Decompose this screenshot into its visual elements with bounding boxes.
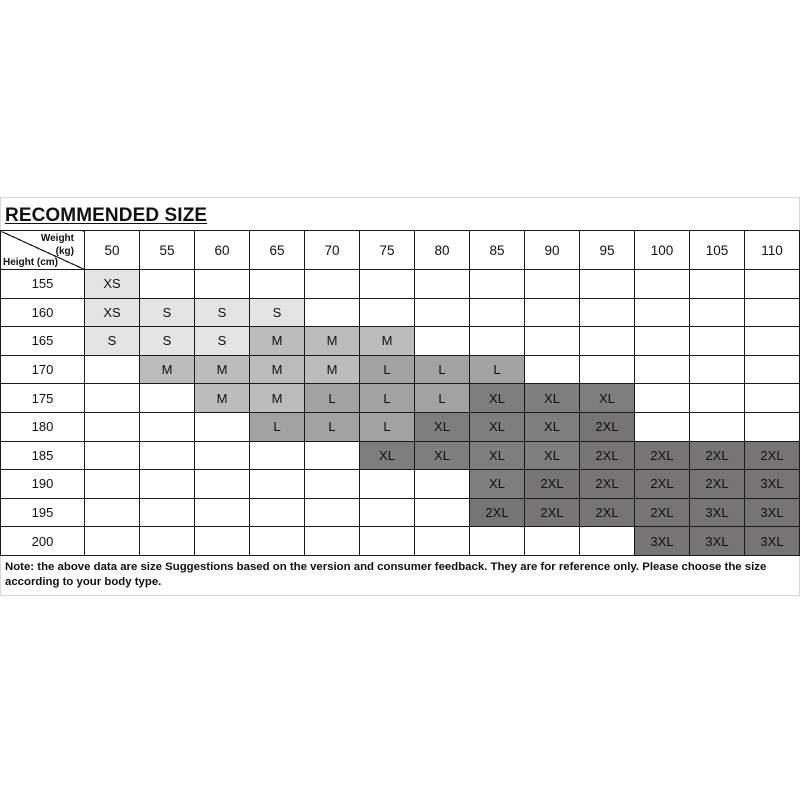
empty-cell bbox=[250, 441, 305, 470]
empty-cell bbox=[415, 327, 470, 356]
empty-cell bbox=[635, 327, 690, 356]
size-cell: 3XL bbox=[745, 470, 800, 499]
size-cell: 2XL bbox=[745, 441, 800, 470]
empty-cell bbox=[745, 384, 800, 413]
empty-cell bbox=[195, 470, 250, 499]
empty-cell bbox=[745, 327, 800, 356]
weight-header-cell: 50 bbox=[85, 231, 140, 270]
height-cell: 185 bbox=[1, 441, 85, 470]
weight-header-cell: 55 bbox=[140, 231, 195, 270]
size-cell: 3XL bbox=[690, 498, 745, 527]
empty-cell bbox=[635, 298, 690, 327]
table-row bbox=[1, 298, 800, 327]
empty-cell bbox=[195, 412, 250, 441]
size-cell: 2XL bbox=[635, 498, 690, 527]
empty-cell bbox=[470, 298, 525, 327]
size-cell: M bbox=[305, 355, 360, 384]
empty-cell bbox=[525, 298, 580, 327]
size-cell: M bbox=[305, 327, 360, 356]
empty-cell bbox=[305, 270, 360, 299]
weight-header-cell: 60 bbox=[195, 231, 250, 270]
size-cell: XL bbox=[525, 412, 580, 441]
weight-header-cell: 95 bbox=[580, 231, 635, 270]
empty-cell bbox=[140, 498, 195, 527]
size-cell: L bbox=[305, 384, 360, 413]
size-cell: 3XL bbox=[690, 527, 745, 556]
weight-header-cell: 80 bbox=[415, 231, 470, 270]
empty-cell bbox=[470, 327, 525, 356]
height-cell: 190 bbox=[1, 470, 85, 499]
empty-cell bbox=[305, 498, 360, 527]
empty-cell bbox=[305, 441, 360, 470]
empty-cell bbox=[140, 527, 195, 556]
empty-cell bbox=[635, 270, 690, 299]
weight-header-cell: 105 bbox=[690, 231, 745, 270]
size-cell: 2XL bbox=[690, 441, 745, 470]
empty-cell bbox=[415, 298, 470, 327]
weight-unit: (kg) bbox=[55, 246, 74, 257]
empty-cell bbox=[250, 498, 305, 527]
height-cell: 170 bbox=[1, 355, 85, 384]
empty-cell bbox=[580, 355, 635, 384]
size-cell: XL bbox=[470, 470, 525, 499]
table-row bbox=[1, 355, 800, 384]
empty-cell bbox=[360, 498, 415, 527]
empty-cell bbox=[470, 527, 525, 556]
size-cell: 3XL bbox=[635, 527, 690, 556]
empty-cell bbox=[360, 470, 415, 499]
empty-cell bbox=[85, 384, 140, 413]
empty-cell bbox=[580, 298, 635, 327]
empty-cell bbox=[525, 355, 580, 384]
empty-cell bbox=[690, 327, 745, 356]
size-cell: 2XL bbox=[580, 498, 635, 527]
empty-cell bbox=[140, 270, 195, 299]
chart-title: RECOMMENDED SIZE bbox=[5, 205, 208, 226]
size-cell: M bbox=[360, 327, 415, 356]
empty-cell bbox=[525, 270, 580, 299]
empty-cell bbox=[580, 270, 635, 299]
size-table-body bbox=[1, 231, 800, 556]
size-cell: S bbox=[250, 298, 305, 327]
empty-cell bbox=[360, 298, 415, 327]
height-cell: 165 bbox=[1, 327, 85, 356]
size-cell: S bbox=[195, 298, 250, 327]
size-cell: XL bbox=[470, 412, 525, 441]
weight-header-cell: 90 bbox=[525, 231, 580, 270]
size-cell: M bbox=[140, 355, 195, 384]
empty-cell bbox=[195, 527, 250, 556]
empty-cell bbox=[635, 355, 690, 384]
empty-cell bbox=[580, 527, 635, 556]
size-cell: S bbox=[140, 298, 195, 327]
size-cell: 2XL bbox=[470, 498, 525, 527]
empty-cell bbox=[305, 527, 360, 556]
table-row bbox=[1, 327, 800, 356]
size-cell: 2XL bbox=[635, 441, 690, 470]
size-cell: L bbox=[360, 384, 415, 413]
size-cell: M bbox=[195, 355, 250, 384]
size-cell: L bbox=[305, 412, 360, 441]
empty-cell bbox=[250, 470, 305, 499]
size-cell: 3XL bbox=[745, 498, 800, 527]
height-cell: 155 bbox=[1, 270, 85, 299]
size-cell: S bbox=[140, 327, 195, 356]
header-corner-cell bbox=[1, 231, 85, 270]
empty-cell bbox=[305, 298, 360, 327]
note-text: Note: the above data are size Suggestions based on the version and consumer feedback. They are for reference only. Please choose the size according to your body type. bbox=[0, 556, 800, 596]
empty-cell bbox=[195, 441, 250, 470]
size-cell: M bbox=[250, 327, 305, 356]
empty-cell bbox=[85, 355, 140, 384]
size-cell: 3XL bbox=[745, 527, 800, 556]
empty-cell bbox=[415, 470, 470, 499]
empty-cell bbox=[195, 270, 250, 299]
size-cell: L bbox=[470, 355, 525, 384]
table-row bbox=[1, 527, 800, 556]
size-cell: M bbox=[195, 384, 250, 413]
size-cell: XL bbox=[525, 441, 580, 470]
weight-header-cell: 65 bbox=[250, 231, 305, 270]
size-cell: XS bbox=[85, 270, 140, 299]
size-cell: 2XL bbox=[580, 441, 635, 470]
size-cell: M bbox=[250, 384, 305, 413]
empty-cell bbox=[690, 298, 745, 327]
weight-header-cell: 75 bbox=[360, 231, 415, 270]
size-cell: XL bbox=[470, 384, 525, 413]
size-cell: XS bbox=[85, 298, 140, 327]
size-cell: 2XL bbox=[525, 498, 580, 527]
size-cell: L bbox=[360, 412, 415, 441]
empty-cell bbox=[305, 470, 360, 499]
empty-cell bbox=[745, 355, 800, 384]
height-cell: 175 bbox=[1, 384, 85, 413]
empty-cell bbox=[745, 412, 800, 441]
size-cell: 2XL bbox=[525, 470, 580, 499]
weight-header-row bbox=[1, 231, 800, 270]
empty-cell bbox=[470, 270, 525, 299]
empty-cell bbox=[525, 327, 580, 356]
weight-header-cell: 70 bbox=[305, 231, 360, 270]
size-cell: 2XL bbox=[580, 412, 635, 441]
size-cell: XL bbox=[525, 384, 580, 413]
empty-cell bbox=[85, 527, 140, 556]
height-cell: 160 bbox=[1, 298, 85, 327]
empty-cell bbox=[635, 412, 690, 441]
empty-cell bbox=[85, 498, 140, 527]
table-row bbox=[1, 470, 800, 499]
table-row bbox=[1, 412, 800, 441]
empty-cell bbox=[140, 470, 195, 499]
size-cell: XL bbox=[470, 441, 525, 470]
size-cell: L bbox=[415, 384, 470, 413]
table-row bbox=[1, 384, 800, 413]
empty-cell bbox=[580, 327, 635, 356]
table-row bbox=[1, 441, 800, 470]
empty-cell bbox=[85, 470, 140, 499]
size-cell: L bbox=[415, 355, 470, 384]
weight-label: Weight bbox=[40, 233, 74, 244]
empty-cell bbox=[140, 441, 195, 470]
empty-cell bbox=[140, 412, 195, 441]
empty-cell bbox=[690, 355, 745, 384]
size-chart bbox=[0, 197, 800, 596]
empty-cell bbox=[415, 498, 470, 527]
height-label: Height (cm) bbox=[3, 257, 58, 268]
size-cell: S bbox=[85, 327, 140, 356]
empty-cell bbox=[690, 384, 745, 413]
weight-header-cell: 110 bbox=[745, 231, 800, 270]
empty-cell bbox=[635, 384, 690, 413]
empty-cell bbox=[195, 498, 250, 527]
height-cell: 195 bbox=[1, 498, 85, 527]
title-bar bbox=[0, 197, 800, 230]
empty-cell bbox=[690, 412, 745, 441]
height-cell: 180 bbox=[1, 412, 85, 441]
empty-cell bbox=[415, 270, 470, 299]
empty-cell bbox=[85, 412, 140, 441]
height-cell: 200 bbox=[1, 527, 85, 556]
empty-cell bbox=[690, 270, 745, 299]
empty-cell bbox=[745, 270, 800, 299]
empty-cell bbox=[360, 270, 415, 299]
size-table bbox=[0, 230, 800, 556]
size-cell: L bbox=[360, 355, 415, 384]
size-cell: 2XL bbox=[580, 470, 635, 499]
empty-cell bbox=[360, 527, 415, 556]
weight-header-cell: 100 bbox=[635, 231, 690, 270]
size-cell: XL bbox=[580, 384, 635, 413]
empty-cell bbox=[415, 527, 470, 556]
table-row bbox=[1, 498, 800, 527]
size-cell: M bbox=[250, 355, 305, 384]
table-row bbox=[1, 270, 800, 299]
size-cell: XL bbox=[415, 441, 470, 470]
size-cell: 2XL bbox=[635, 470, 690, 499]
empty-cell bbox=[140, 384, 195, 413]
size-cell: S bbox=[195, 327, 250, 356]
empty-cell bbox=[250, 270, 305, 299]
empty-cell bbox=[250, 527, 305, 556]
size-cell: XL bbox=[360, 441, 415, 470]
empty-cell bbox=[525, 527, 580, 556]
size-cell: 2XL bbox=[690, 470, 745, 499]
weight-header-cell: 85 bbox=[470, 231, 525, 270]
size-cell: XL bbox=[415, 412, 470, 441]
empty-cell bbox=[745, 298, 800, 327]
empty-cell bbox=[85, 441, 140, 470]
size-cell: L bbox=[250, 412, 305, 441]
